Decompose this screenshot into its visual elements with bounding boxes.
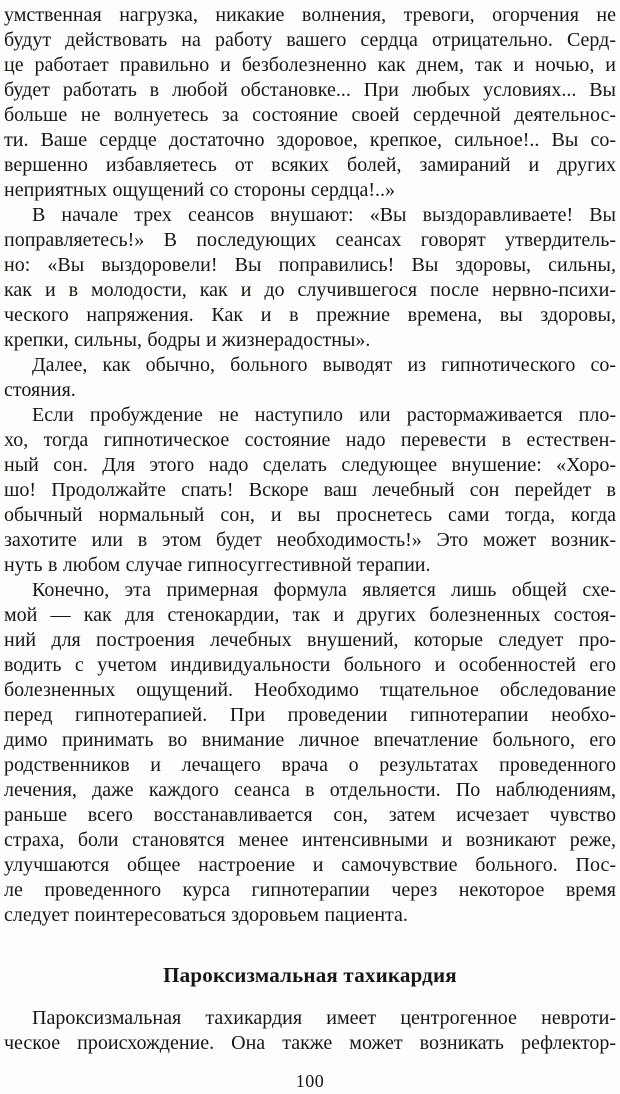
text-line: поправляетесь!» В последующих сеансах говорят утвердитель- xyxy=(4,229,616,251)
text-line: ный сон. Для этого надо сделать следующее внушение: «Хоро- xyxy=(4,454,616,476)
text-line: ти. Ваше сердце достаточно здоровое, крепкое, сильное!.. Вы со- xyxy=(4,129,616,151)
text-line: но: «Вы выздоровели! Вы поправились! Вы здоровы, сильны, xyxy=(4,254,616,276)
text-line: обычный нормальный сон, и вы проснетесь сами тогда, когда xyxy=(4,504,616,526)
text-line: раньше всего восстанавливается сон, затем исчезает чувство xyxy=(4,804,616,826)
text-line: умственная нагрузка, никакие волнения, тревоги, огорчения не xyxy=(4,4,616,26)
text-line: хо, тогда гипнотическое состояние надо перевести в естествен- xyxy=(4,429,616,451)
section-heading: Пароксизмальная тахикардия xyxy=(163,963,457,987)
text-line: крепки, сильны, бодры и жизнерадостны». xyxy=(4,329,371,351)
body-text-bottom xyxy=(4,1006,616,1056)
text-line: Далее, как обычно, больного выводят из гипнотического со- xyxy=(32,354,616,376)
text-line: димо принимать во внимание личное впечатление больного, его xyxy=(4,729,616,751)
text-line: ческого напряжения. Как и в прежние времена, вы здоровы, xyxy=(4,304,616,326)
text-line: ний для построения лечебных внушений, которые следует про- xyxy=(4,629,616,651)
text-line: Конечно, эта примерная формула является лишь общей схе- xyxy=(32,579,616,601)
text-line: следует поинтересоваться здоровьем пациента. xyxy=(4,904,408,926)
text-line: болезненных ощущений. Необходимо тщательное обследование xyxy=(4,679,616,701)
text-line: будет работать в любой обстановке... При любых условиях... Вы xyxy=(4,79,616,101)
text-line: улучшаются общее настроение и самочувствие больного. Пос- xyxy=(4,854,616,876)
text-line: стояния. xyxy=(4,379,76,401)
text-line: В начале трех сеансов внушают: «Вы выздоравливаете! Вы xyxy=(32,204,616,226)
paragraph xyxy=(4,403,616,578)
text-line: захотите или в этом будет необходимость!» Это может возник- xyxy=(4,529,616,551)
text-line: больше не волнуетесь за состояние своей сердечной деятельнос- xyxy=(4,104,616,126)
paragraph xyxy=(4,203,616,353)
text-line: ческое происхождение. Она также может возникать рефлектор- xyxy=(4,1032,616,1054)
text-line: неприятных ощущений со стороны сердца!..» xyxy=(4,179,395,201)
text-line: родственников и лечащего врача о результатах проведенного xyxy=(4,754,616,776)
text-line: водить с учетом индивидуальности больного и особенностей его xyxy=(4,654,616,676)
text-line: лечения, даже каждого сеанса в отдельности. По наблюдениям, xyxy=(4,779,616,801)
text-line: вершенно избавляетесь от всяких болей, замираний и других xyxy=(4,154,616,176)
text-line: перед гипнотерапией. При проведении гипнотерапии необхо- xyxy=(4,704,616,726)
text-line: ле проведенного курса гипнотерапии через некоторое время xyxy=(4,879,616,901)
text-line: будут действовать на работу вашего сердца отрицательно. Серд- xyxy=(4,29,616,51)
text-line: Пароксизмальная тахикардия имеет центрогенное невроти- xyxy=(32,1007,616,1029)
text-line: це работает правильно и безболезненно как днем, так и ночью, и xyxy=(4,54,616,76)
text-line: нуть в любом случае гипносуггестивной терапии. xyxy=(4,554,431,576)
text-line: страха, боли становятся менее интенсивными и возникают реже, xyxy=(4,829,616,851)
page-number: 100 xyxy=(295,1071,325,1091)
body-text-top xyxy=(4,3,616,928)
text-line: шо! Продолжайте спать! Вскоре ваш лечебный сон перейдет в xyxy=(4,479,616,501)
text-line: мой — как для стенокардии, так и других болезненных состоя- xyxy=(4,604,616,626)
paragraph xyxy=(4,3,616,203)
text-line: как и в молодости, как и до случившегося после нервно-психи- xyxy=(4,279,616,301)
paragraph xyxy=(4,1006,616,1056)
text-line: Если пробуждение не наступило или растормаживается пло- xyxy=(32,404,616,426)
paragraph xyxy=(4,353,616,403)
paragraph xyxy=(4,578,616,928)
